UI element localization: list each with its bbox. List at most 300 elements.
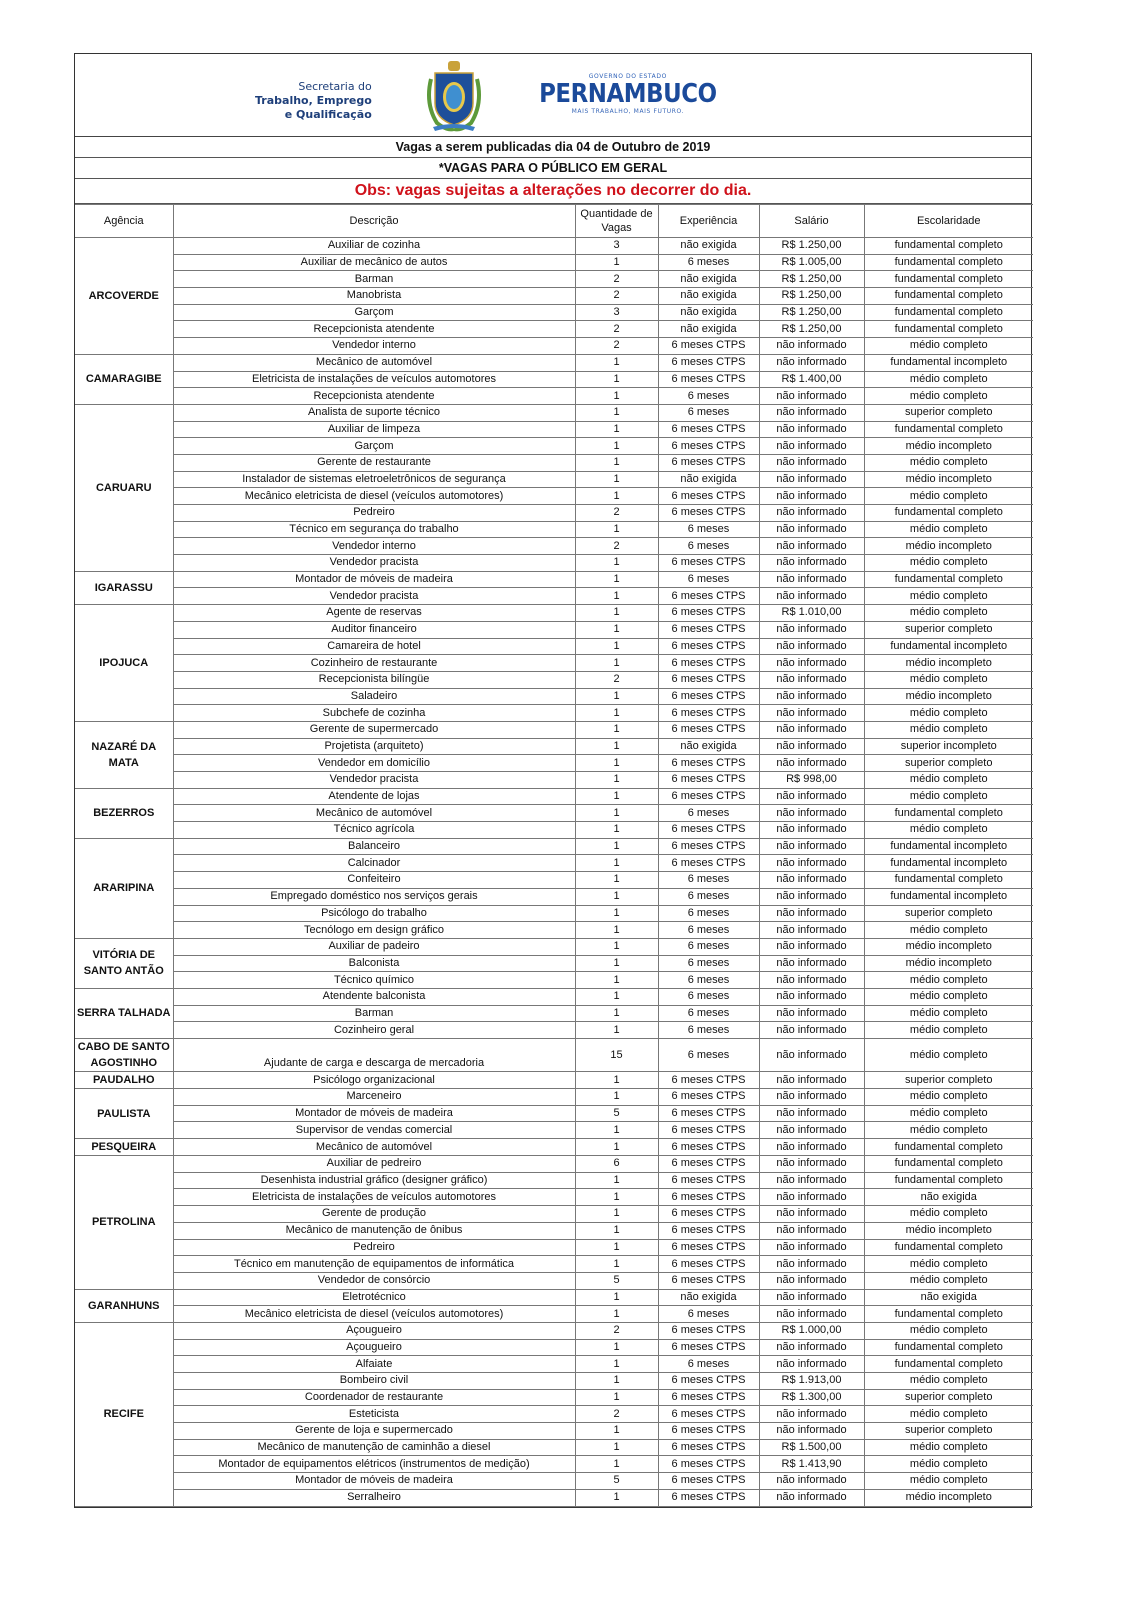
job-description-cell: Agente de reservas (173, 605, 575, 622)
job-description-cell: Açougueiro (173, 1339, 575, 1356)
salary-cell: não informado (759, 1206, 864, 1223)
experience-cell: 6 meses CTPS (658, 588, 759, 605)
experience-cell: 6 meses CTPS (658, 1122, 759, 1139)
coat-of-arms-icon (423, 59, 485, 133)
job-description-cell: Projetista (arquiteto) (173, 738, 575, 755)
vacancy-count-cell: 2 (575, 538, 658, 555)
experience-cell: 6 meses (658, 1306, 759, 1323)
table-row (75, 238, 1033, 255)
job-description-cell: Psicólogo organizacional (173, 1072, 575, 1089)
col-header-escolaridade: Escolaridade (864, 205, 1033, 238)
vacancy-count-cell: 1 (575, 605, 658, 622)
job-description-cell: Eletrotécnico (173, 1289, 575, 1306)
agency-cell: BEZERROS (75, 788, 173, 838)
experience-cell: não exigida (658, 738, 759, 755)
education-cell: médio completo (864, 721, 1033, 738)
vacancy-count-cell: 1 (575, 1022, 658, 1039)
vacancy-count-cell: 1 (575, 354, 658, 371)
vacancy-count-cell: 2 (575, 321, 658, 338)
table-row (75, 505, 1033, 522)
slogan: MAIS TRABALHO, MAIS FUTURO. (571, 108, 685, 115)
salary-cell: não informado (759, 1473, 864, 1490)
table-row (75, 1489, 1033, 1506)
experience-cell: 6 meses CTPS (658, 1423, 759, 1440)
salary-cell: R$ 998,00 (759, 772, 864, 789)
experience-cell: 6 meses CTPS (658, 688, 759, 705)
table-row (75, 1206, 1033, 1223)
vacancy-count-cell: 1 (575, 955, 658, 972)
vacancy-count-cell: 1 (575, 1089, 658, 1106)
education-cell: médio completo (864, 1272, 1033, 1289)
experience-cell: 6 meses (658, 1005, 759, 1022)
vacancy-count-cell: 1 (575, 721, 658, 738)
salary-cell: não informado (759, 1222, 864, 1239)
salary-cell: não informado (759, 1139, 864, 1156)
education-cell: fundamental completo (864, 421, 1033, 438)
vacancy-count-cell: 1 (575, 254, 658, 271)
table-row (75, 1105, 1033, 1122)
experience-cell: 6 meses CTPS (658, 555, 759, 572)
job-description-cell: Esteticista (173, 1406, 575, 1423)
table-row (75, 1339, 1033, 1356)
job-description-cell: Mecânico eletricista de diesel (veículos automotores) (173, 1306, 575, 1323)
education-cell: fundamental completo (864, 1172, 1033, 1189)
salary-cell: R$ 1.010,00 (759, 605, 864, 622)
salary-cell: não informado (759, 972, 864, 989)
experience-cell: 6 meses CTPS (658, 655, 759, 672)
vacancy-count-cell: 1 (575, 1206, 658, 1223)
experience-cell: 6 meses CTPS (658, 1439, 759, 1456)
job-description-cell: Mecânico de manutenção de ônibus (173, 1222, 575, 1239)
vacancy-count-cell: 1 (575, 521, 658, 538)
experience-cell: 6 meses CTPS (658, 488, 759, 505)
job-description-cell: Vendedor de consórcio (173, 1272, 575, 1289)
education-cell: não exigida (864, 1289, 1033, 1306)
experience-cell: não exigida (658, 238, 759, 255)
vacancy-count-cell: 1 (575, 438, 658, 455)
job-description-cell: Mecânico eletricista de diesel (veículos automotores) (173, 488, 575, 505)
jobs-table (75, 204, 1033, 1507)
experience-cell: 6 meses (658, 404, 759, 421)
education-cell: fundamental completo (864, 1239, 1033, 1256)
vacancy-count-cell: 1 (575, 838, 658, 855)
salary-cell: não informado (759, 671, 864, 688)
experience-cell: 6 meses (658, 521, 759, 538)
job-description-cell: Auxiliar de mecânico de autos (173, 254, 575, 271)
table-row (75, 254, 1033, 271)
education-cell: fundamental completo (864, 1356, 1033, 1373)
salary-cell: não informado (759, 755, 864, 772)
salary-cell: não informado (759, 1039, 864, 1072)
education-cell: fundamental completo (864, 238, 1033, 255)
table-row (75, 1005, 1033, 1022)
experience-cell: 6 meses (658, 955, 759, 972)
education-cell: médio completo (864, 371, 1033, 388)
job-description-cell: Vendedor pracista (173, 555, 575, 572)
table-row (75, 655, 1033, 672)
secretaria-logo (255, 80, 372, 122)
job-description-cell: Garçom (173, 438, 575, 455)
experience-cell: não exigida (658, 321, 759, 338)
job-description-cell: Supervisor de vendas comercial (173, 1122, 575, 1139)
vacancy-count-cell: 1 (575, 988, 658, 1005)
table-row (75, 555, 1033, 572)
job-description-cell: Serralheiro (173, 1489, 575, 1506)
job-description-cell: Mecânico de automóvel (173, 354, 575, 371)
table-row (75, 438, 1033, 455)
salary-cell: não informado (759, 822, 864, 839)
experience-cell: não exigida (658, 288, 759, 305)
education-cell: fundamental completo (864, 254, 1033, 271)
table-row (75, 1239, 1033, 1256)
job-description-cell: Atendente de lojas (173, 788, 575, 805)
experience-cell: 6 meses (658, 1356, 759, 1373)
education-cell: superior completo (864, 621, 1033, 638)
experience-cell: 6 meses CTPS (658, 1373, 759, 1390)
salary-cell: não informado (759, 705, 864, 722)
vacancy-count-cell: 2 (575, 505, 658, 522)
agency-cell: PETROLINA (75, 1156, 173, 1290)
table-row (75, 872, 1033, 889)
experience-cell: 6 meses CTPS (658, 1156, 759, 1173)
education-cell: médio completo (864, 1473, 1033, 1490)
table-row (75, 605, 1033, 622)
page-title: Vagas a serem publicadas dia 04 de Outubro de 2019 (75, 137, 1031, 158)
experience-cell: 6 meses CTPS (658, 1339, 759, 1356)
table-row (75, 538, 1033, 555)
education-cell: médio incompleto (864, 438, 1033, 455)
table-row (75, 488, 1033, 505)
table-row (75, 1406, 1033, 1423)
col-header-quantidade: Quantidade de Vagas (575, 205, 658, 238)
vacancy-count-cell: 5 (575, 1105, 658, 1122)
vacancy-count-cell: 1 (575, 788, 658, 805)
education-cell: médio completo (864, 972, 1033, 989)
experience-cell: 6 meses (658, 805, 759, 822)
salary-cell: não informado (759, 738, 864, 755)
experience-cell: 6 meses CTPS (658, 1222, 759, 1239)
experience-cell: 6 meses CTPS (658, 371, 759, 388)
table-row (75, 1156, 1033, 1173)
agency-cell: NAZARÉ DA MATA (75, 721, 173, 788)
experience-cell: 6 meses (658, 922, 759, 939)
job-listing-sheet (74, 53, 1032, 1508)
salary-cell: R$ 1.250,00 (759, 288, 864, 305)
table-row (75, 1456, 1033, 1473)
vacancy-count-cell: 2 (575, 271, 658, 288)
table-header-row (75, 205, 1033, 238)
table-row (75, 571, 1033, 588)
table-row (75, 1122, 1033, 1139)
job-description-cell: Mecânico de automóvel (173, 1139, 575, 1156)
job-description-cell: Eletricista de instalações de veículos automotores (173, 371, 575, 388)
table-row (75, 671, 1033, 688)
vacancy-count-cell: 1 (575, 972, 658, 989)
vacancy-count-cell: 1 (575, 655, 658, 672)
table-row (75, 922, 1033, 939)
vacancy-count-cell: 1 (575, 1072, 658, 1089)
salary-cell: não informado (759, 655, 864, 672)
experience-cell: 6 meses CTPS (658, 855, 759, 872)
pernambuco-logo (527, 73, 729, 115)
table-row (75, 688, 1033, 705)
vacancy-count-cell: 1 (575, 454, 658, 471)
agency-cell: RECIFE (75, 1322, 173, 1506)
education-cell: médio incompleto (864, 471, 1033, 488)
education-cell: médio incompleto (864, 688, 1033, 705)
agency-cell: CABO DE SANTO AGOSTINHO (75, 1039, 173, 1072)
vacancy-count-cell: 5 (575, 1272, 658, 1289)
job-description-cell: Balconista (173, 955, 575, 972)
salary-cell: R$ 1.250,00 (759, 271, 864, 288)
salary-cell: não informado (759, 638, 864, 655)
job-description-cell: Auxiliar de padeiro (173, 938, 575, 955)
vacancy-count-cell: 1 (575, 404, 658, 421)
job-description-cell: Gerente de supermercado (173, 721, 575, 738)
vacancy-count-cell: 1 (575, 571, 658, 588)
salary-cell: não informado (759, 471, 864, 488)
job-description-cell: Cozinheiro de restaurante (173, 655, 575, 672)
salary-cell: não informado (759, 521, 864, 538)
table-row (75, 905, 1033, 922)
vacancy-count-cell: 1 (575, 905, 658, 922)
vacancy-count-cell: 1 (575, 1373, 658, 1390)
experience-cell: 6 meses CTPS (658, 505, 759, 522)
experience-cell: 6 meses CTPS (658, 721, 759, 738)
vacancy-count-cell: 6 (575, 1156, 658, 1173)
education-cell: médio completo (864, 1439, 1033, 1456)
education-cell: médio completo (864, 1089, 1033, 1106)
salary-cell: R$ 1.000,00 (759, 1322, 864, 1339)
table-row (75, 1256, 1033, 1273)
agency-cell: PAUDALHO (75, 1072, 173, 1089)
salary-cell: não informado (759, 1356, 864, 1373)
education-cell: superior incompleto (864, 738, 1033, 755)
job-description-cell: Garçom (173, 304, 575, 321)
education-cell: superior completo (864, 905, 1033, 922)
secretaria-line-2: Trabalho, Emprego (255, 94, 372, 107)
job-description-cell: Recepcionista atendente (173, 321, 575, 338)
job-description-cell: Auxiliar de limpeza (173, 421, 575, 438)
agency-cell: CARUARU (75, 404, 173, 571)
job-description-cell: Psicólogo do trabalho (173, 905, 575, 922)
experience-cell: 6 meses (658, 1022, 759, 1039)
education-cell: fundamental incompleto (864, 888, 1033, 905)
education-cell: fundamental completo (864, 571, 1033, 588)
education-cell: fundamental completo (864, 1156, 1033, 1173)
salary-cell: não informado (759, 1072, 864, 1089)
salary-cell: R$ 1.500,00 (759, 1439, 864, 1456)
experience-cell: 6 meses (658, 254, 759, 271)
table-row (75, 1439, 1033, 1456)
experience-cell: 6 meses CTPS (658, 772, 759, 789)
salary-cell: não informado (759, 988, 864, 1005)
education-cell: médio completo (864, 772, 1033, 789)
table-row (75, 371, 1033, 388)
experience-cell: 6 meses CTPS (658, 1089, 759, 1106)
salary-cell: R$ 1.413,90 (759, 1456, 864, 1473)
salary-cell: não informado (759, 938, 864, 955)
experience-cell: 6 meses CTPS (658, 705, 759, 722)
salary-cell: não informado (759, 588, 864, 605)
salary-cell: R$ 1.005,00 (759, 254, 864, 271)
job-description-cell: Bombeiro civil (173, 1373, 575, 1390)
vacancy-count-cell: 1 (575, 1139, 658, 1156)
job-description-cell: Montador de móveis de madeira (173, 1105, 575, 1122)
job-description-cell: Vendedor interno (173, 338, 575, 355)
education-cell: médio incompleto (864, 938, 1033, 955)
education-cell: médio completo (864, 1022, 1033, 1039)
experience-cell: 6 meses CTPS (658, 1189, 759, 1206)
job-description-cell: Coordenador de restaurante (173, 1389, 575, 1406)
education-cell: fundamental completo (864, 288, 1033, 305)
vacancy-count-cell: 3 (575, 304, 658, 321)
vacancy-count-cell: 1 (575, 621, 658, 638)
agency-cell: ARCOVERDE (75, 238, 173, 355)
job-description-cell: Técnico químico (173, 972, 575, 989)
experience-cell: 6 meses CTPS (658, 1489, 759, 1506)
table-row (75, 471, 1033, 488)
table-row (75, 1172, 1033, 1189)
agency-cell: IPOJUCA (75, 605, 173, 722)
job-description-cell: Técnico em manutenção de equipamentos de informática (173, 1256, 575, 1273)
table-row (75, 1356, 1033, 1373)
vacancy-count-cell: 1 (575, 888, 658, 905)
vacancy-count-cell: 1 (575, 1122, 658, 1139)
vacancy-count-cell: 1 (575, 1356, 658, 1373)
table-row (75, 404, 1033, 421)
education-cell: superior completo (864, 1423, 1033, 1440)
table-row (75, 1389, 1033, 1406)
experience-cell: 6 meses CTPS (658, 438, 759, 455)
table-row (75, 721, 1033, 738)
salary-cell: não informado (759, 438, 864, 455)
experience-cell: 6 meses CTPS (658, 1456, 759, 1473)
salary-cell: R$ 1.400,00 (759, 371, 864, 388)
job-description-cell: Empregado doméstico nos serviços gerais (173, 888, 575, 905)
salary-cell: não informado (759, 1256, 864, 1273)
education-cell: fundamental incompleto (864, 354, 1033, 371)
vacancy-count-cell: 2 (575, 338, 658, 355)
job-description-cell: Ajudante de carga e descarga de mercadoria (173, 1039, 575, 1072)
job-description-cell: Confeiteiro (173, 872, 575, 889)
col-header-agencia: Agência (75, 205, 173, 238)
education-cell: fundamental incompleto (864, 838, 1033, 855)
education-cell: fundamental incompleto (864, 638, 1033, 655)
vacancy-count-cell: 1 (575, 1172, 658, 1189)
page-subtitle: *VAGAS PARA O PÚBLICO EM GERAL (75, 158, 1031, 179)
table-row (75, 1373, 1033, 1390)
table-row (75, 1289, 1033, 1306)
job-description-cell: Balanceiro (173, 838, 575, 855)
education-cell: médio completo (864, 454, 1033, 471)
job-description-cell: Atendente balconista (173, 988, 575, 1005)
education-cell: médio completo (864, 788, 1033, 805)
experience-cell: 6 meses CTPS (658, 1239, 759, 1256)
salary-cell: não informado (759, 538, 864, 555)
experience-cell: 6 meses CTPS (658, 1105, 759, 1122)
job-description-cell: Vendedor em domicílio (173, 755, 575, 772)
salary-cell: R$ 1.300,00 (759, 1389, 864, 1406)
secretaria-line-1: Secretaria do (298, 80, 372, 93)
table-row (75, 838, 1033, 855)
table-row (75, 1473, 1033, 1490)
salary-cell: não informado (759, 1089, 864, 1106)
education-cell: médio completo (864, 588, 1033, 605)
col-header-experiencia: Experiência (658, 205, 759, 238)
job-description-cell: Alfaiate (173, 1356, 575, 1373)
salary-cell: não informado (759, 488, 864, 505)
vacancy-count-cell: 5 (575, 1473, 658, 1490)
experience-cell: 6 meses CTPS (658, 1139, 759, 1156)
state-name: PERNAMBUCO (539, 79, 717, 109)
salary-cell: não informado (759, 338, 864, 355)
job-description-cell: Tecnólogo em design gráfico (173, 922, 575, 939)
vacancy-count-cell: 1 (575, 1423, 658, 1440)
job-description-cell: Eletricista de instalações de veículos automotores (173, 1189, 575, 1206)
salary-cell: não informado (759, 688, 864, 705)
salary-cell: não informado (759, 805, 864, 822)
salary-cell: não informado (759, 1005, 864, 1022)
education-cell: médio completo (864, 1122, 1033, 1139)
salary-cell: não informado (759, 1306, 864, 1323)
vacancy-count-cell: 1 (575, 755, 658, 772)
vacancy-count-cell: 1 (575, 471, 658, 488)
experience-cell: 6 meses (658, 388, 759, 405)
experience-cell: 6 meses CTPS (658, 1256, 759, 1273)
vacancy-count-cell: 1 (575, 705, 658, 722)
job-description-cell: Vendedor pracista (173, 772, 575, 789)
agency-cell: IGARASSU (75, 571, 173, 604)
vacancy-count-cell: 1 (575, 805, 658, 822)
job-description-cell: Mecânico de automóvel (173, 805, 575, 822)
table-row (75, 338, 1033, 355)
education-cell: médio completo (864, 488, 1033, 505)
table-row (75, 638, 1033, 655)
table-row (75, 1089, 1033, 1106)
job-description-cell: Vendedor interno (173, 538, 575, 555)
experience-cell: 6 meses CTPS (658, 822, 759, 839)
table-row (75, 271, 1033, 288)
job-description-cell: Instalador de sistemas eletroeletrônicos de segurança (173, 471, 575, 488)
agency-cell: CAMARAGIBE (75, 354, 173, 404)
salary-cell: R$ 1.913,00 (759, 1373, 864, 1390)
vacancy-count-cell: 1 (575, 938, 658, 955)
education-cell: fundamental completo (864, 1139, 1033, 1156)
vacancy-count-cell: 2 (575, 1322, 658, 1339)
experience-cell: 6 meses CTPS (658, 788, 759, 805)
job-description-cell: Montador de móveis de madeira (173, 571, 575, 588)
governo-label: GOVERNO DO ESTADO (588, 73, 667, 80)
education-cell: médio completo (864, 1005, 1033, 1022)
table-row (75, 738, 1033, 755)
experience-cell: 6 meses CTPS (658, 421, 759, 438)
table-row (75, 1222, 1033, 1239)
vacancy-count-cell: 3 (575, 238, 658, 255)
education-cell: médio completo (864, 705, 1033, 722)
salary-cell: não informado (759, 571, 864, 588)
experience-cell: 6 meses (658, 988, 759, 1005)
agency-cell: PESQUEIRA (75, 1139, 173, 1156)
vacancy-count-cell: 2 (575, 1406, 658, 1423)
table-row (75, 822, 1033, 839)
table-row (75, 388, 1033, 405)
experience-cell: 6 meses CTPS (658, 1272, 759, 1289)
education-cell: médio completo (864, 605, 1033, 622)
salary-cell: não informado (759, 1172, 864, 1189)
salary-cell: não informado (759, 1489, 864, 1506)
salary-cell: R$ 1.250,00 (759, 321, 864, 338)
